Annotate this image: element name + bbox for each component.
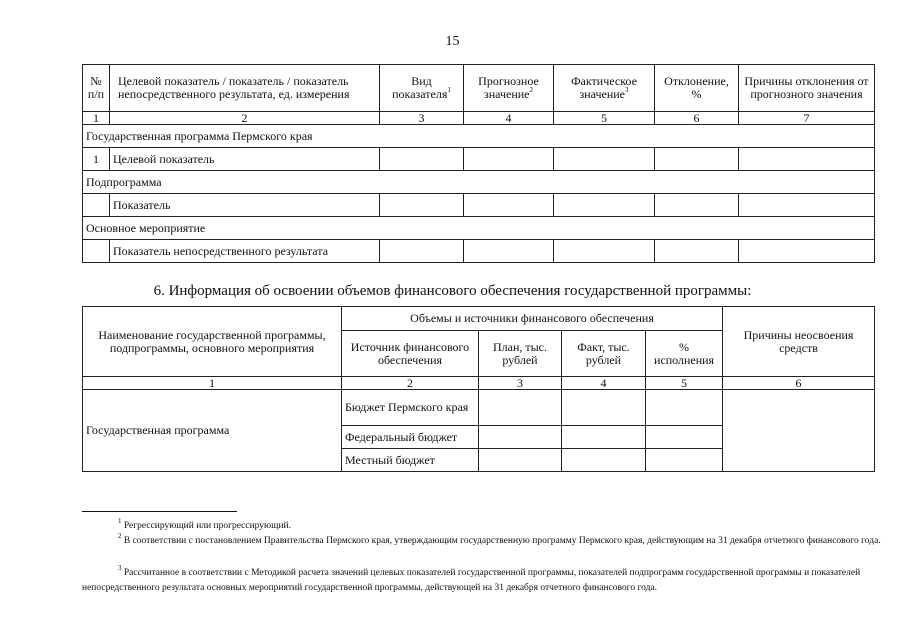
empty-cell [464,148,554,171]
program-row-label: Государственная программа Пермского края [83,125,875,148]
header-actual: Фактическое значение$^3$ [554,65,655,112]
header-forecast: Прогнозное значение$^2$ [464,65,554,112]
table-row [83,240,875,263]
empty-cell [646,426,723,449]
col-number: 2 [110,112,380,125]
direct-result-label: Показатель непосредственного результата [110,240,380,263]
table-row [83,171,875,194]
table-row [83,148,875,171]
empty-cell [739,148,875,171]
col-number: 3 [380,112,464,125]
empty-cell [83,240,110,263]
table-row [83,390,875,426]
column-number-row [83,112,875,125]
header-type: Вид показателя$^1$ [380,65,464,112]
empty-cell [554,240,655,263]
program-label: Государственная программа [83,390,342,472]
target-indicator-label: Целевой показатель [110,148,380,171]
footnote-2 [82,534,882,549]
source-label: Бюджет Пермского края [342,390,479,426]
header-num: № п/п [83,65,110,112]
header-plan: План, тыс. рублей [479,331,562,377]
header-indicator: Целевой показатель / показатель / показатель непосредственного результата, ед. измерения [110,65,380,112]
col-number: 1 [83,112,110,125]
footnote-mark: 1 [118,517,122,525]
empty-cell [655,148,739,171]
empty-cell [380,240,464,263]
col-number: 6 [723,377,875,390]
table-row [83,194,875,217]
header-percent: % исполнения [646,331,723,377]
column-number-row [83,377,875,390]
empty-cell [554,148,655,171]
empty-cell [562,426,646,449]
section-6-title: 6. Информация об освоении объемов финансового обеспечения государственной программы: [153,283,752,299]
subprogram-label: Подпрограмма [83,171,875,194]
empty-cell [479,449,562,472]
header-source: Источник финансового обеспечения [342,331,479,377]
empty-cell [723,390,875,472]
empty-cell [464,240,554,263]
col-number: 6 [655,112,739,125]
col-number: 3 [479,377,562,390]
empty-cell [479,390,562,426]
header-volumes: Объемы и источники финансового обеспечения [342,307,723,331]
col-number: 5 [646,377,723,390]
empty-cell [655,240,739,263]
col-number: 4 [464,112,554,125]
header-name: Наименование государственной программы, подпрограммы, основного мероприятия [83,307,342,377]
table-row [83,125,875,148]
indicator-label: Показатель [110,194,380,217]
empty-cell [554,194,655,217]
table-header-row [83,307,875,331]
footnote-mark: 2 [118,532,122,540]
col-number: 2 [342,377,479,390]
empty-cell [562,390,646,426]
financing-table [82,306,875,472]
col-number: 1 [83,377,342,390]
footnote-3 [82,566,882,596]
header-deviation: Отклонение, % [655,65,739,112]
empty-cell [380,148,464,171]
empty-cell [83,194,110,217]
empty-cell [739,240,875,263]
page-number: 15 [445,34,460,49]
footnote-mark: 3 [118,564,122,572]
col-number: 7 [739,112,875,125]
footnote-divider [82,511,237,512]
indicators-table [82,64,875,263]
empty-cell [562,449,646,472]
table-header-row [83,65,875,112]
source-label: Местный бюджет [342,449,479,472]
table-row [83,217,875,240]
footnote-text: Рассчитанное в соответствии с Методикой расчета значений целевых показателей государственной программы, показателей подпрограмм государственной программы и показателей непосредственного результата основных мероприятий государственной программы, действующей на 31 декабря отчетного финансового года. [82,568,861,593]
footnote-1 [82,519,882,534]
col-number: 5 [554,112,655,125]
row-number: 1 [83,148,110,171]
empty-cell [380,194,464,217]
empty-cell [646,449,723,472]
col-number: 4 [562,377,646,390]
empty-cell [655,194,739,217]
footnote-text: В соответствии с постановлением Правительства Пермского края, утверждающим государственную программу Пермского края, действующим на 31 декабря отчетного финансового года. [123,536,881,546]
empty-cell [479,426,562,449]
empty-cell [739,194,875,217]
source-label: Федеральный бюджет [342,426,479,449]
header-fact: Факт, тыс. рублей [562,331,646,377]
empty-cell [464,194,554,217]
header-reasons: Причины отклонения от прогнозного значения [739,65,875,112]
main-event-label: Основное мероприятие [83,217,875,240]
footnote-text: Регрессирующий или прогрессирующий. [123,521,292,531]
header-reasons: Причины неосвоения средств [723,307,875,377]
empty-cell [646,390,723,426]
